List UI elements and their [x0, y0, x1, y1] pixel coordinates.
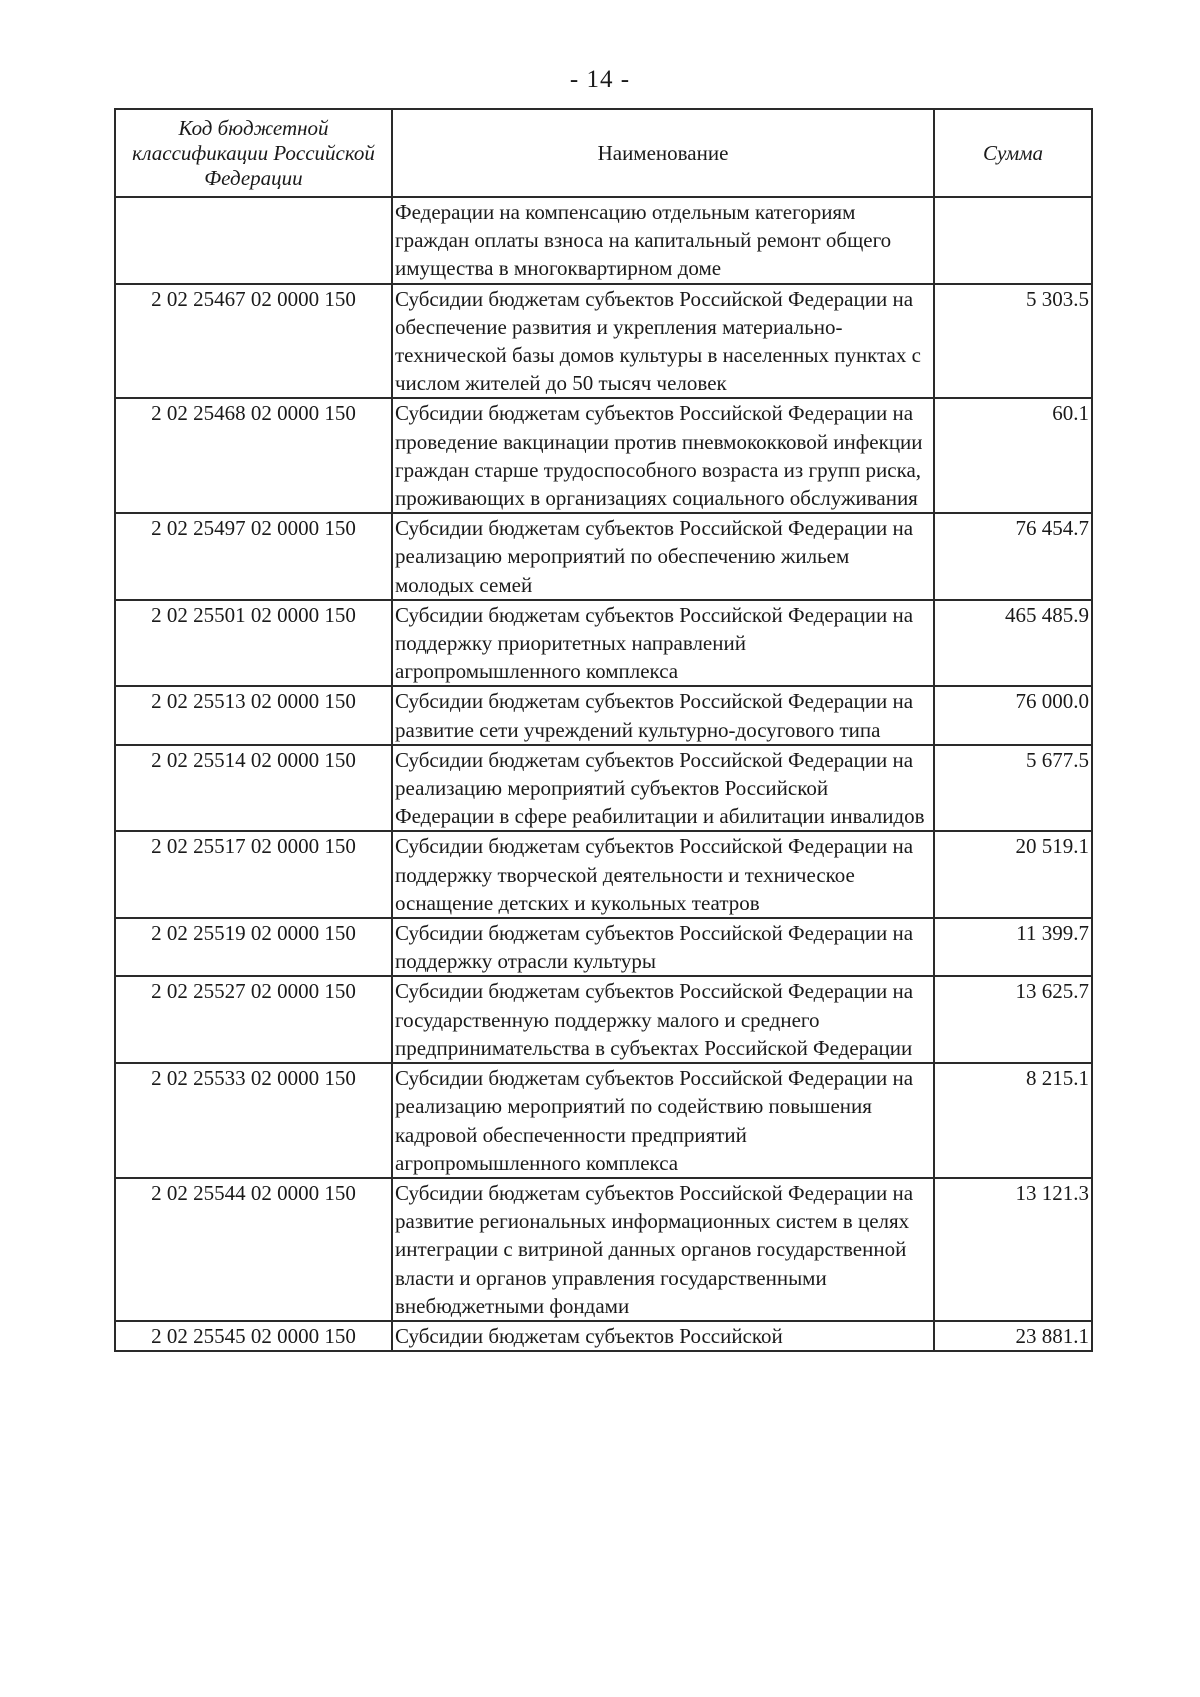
- row-name: Субсидии бюджетам субъектов Российской Федерации на реализацию мероприятий по обеспечению жильем молодых семей: [392, 513, 934, 600]
- row-code: 2 02 25501 02 0000 150: [115, 600, 392, 687]
- page-number: - 14 -: [569, 66, 631, 93]
- row-sum: 8 215.1: [934, 1063, 1092, 1178]
- table-row: [115, 1063, 1092, 1178]
- row-sum: 13 121.3: [934, 1178, 1092, 1321]
- table-row: [115, 1321, 1092, 1351]
- row-code: 2 02 25527 02 0000 150: [115, 976, 392, 1063]
- row-name: Субсидии бюджетам субъектов Российской Федерации на обеспечение развития и укрепления материально-технической базы домов культуры в населенных пунктах с числом жителей до 50 тысяч человек: [392, 284, 934, 399]
- row-sum: [934, 197, 1092, 284]
- row-sum: 11 399.7: [934, 918, 1092, 976]
- row-sum: 23 881.1: [934, 1321, 1092, 1351]
- table-row: [115, 197, 1092, 284]
- row-code: 2 02 25514 02 0000 150: [115, 745, 392, 832]
- table-row: [115, 918, 1092, 976]
- table-row: [115, 398, 1092, 513]
- table-row: [115, 976, 1092, 1063]
- row-name: Субсидии бюджетам субъектов Российской Федерации на поддержку творческой деятельности и техническое оснащение детских и кукольных театров: [392, 831, 934, 918]
- row-name: Субсидии бюджетам субъектов Российской Федерации на реализацию мероприятий субъектов Российской Федерации в сфере реабилитации и абилитации инвалидов: [392, 745, 934, 832]
- table-row: [115, 1178, 1092, 1321]
- row-sum: 465 485.9: [934, 600, 1092, 687]
- row-name: Субсидии бюджетам субъектов Российской Федерации на проведение вакцинации против пневмококковой инфекции граждан старше трудоспособного возраста из групп риска, проживающих в организациях социального обслуживания: [392, 398, 934, 513]
- row-code: 2 02 25468 02 0000 150: [115, 398, 392, 513]
- row-sum: 20 519.1: [934, 831, 1092, 918]
- row-sum: 76 000.0: [934, 686, 1092, 744]
- row-name: Субсидии бюджетам субъектов Российской Федерации на развитие сети учреждений культурно-досугового типа: [392, 686, 934, 744]
- row-name: Субсидии бюджетам субъектов Российской: [392, 1321, 934, 1351]
- row-code: 2 02 25467 02 0000 150: [115, 284, 392, 399]
- row-code: 2 02 25544 02 0000 150: [115, 1178, 392, 1321]
- table-row: [115, 831, 1092, 918]
- budget-table: [114, 108, 1093, 1352]
- row-name: Субсидии бюджетам субъектов Российской Федерации на реализацию мероприятий по содействию повышения кадровой обеспеченности предприятий агропромышленного комплекса: [392, 1063, 934, 1178]
- row-name: Субсидии бюджетам субъектов Российской Федерации на поддержку приоритетных направлений агропромышленного комплекса: [392, 600, 934, 687]
- table-header-row: [115, 109, 1092, 197]
- header-name: Наименование: [392, 109, 934, 197]
- row-sum: 5 677.5: [934, 745, 1092, 832]
- table-row: [115, 513, 1092, 600]
- header-code: Код бюджетной классификации Российской Федерации: [115, 109, 392, 197]
- table-row: [115, 600, 1092, 687]
- row-code: 2 02 25517 02 0000 150: [115, 831, 392, 918]
- row-code: 2 02 25519 02 0000 150: [115, 918, 392, 976]
- row-name: Субсидии бюджетам субъектов Российской Федерации на государственную поддержку малого и среднего предпринимательства в субъектах Российской Федерации: [392, 976, 934, 1063]
- table-row: [115, 686, 1092, 744]
- row-sum: 13 625.7: [934, 976, 1092, 1063]
- row-sum: 60.1: [934, 398, 1092, 513]
- header-sum: Сумма: [934, 109, 1092, 197]
- row-code: 2 02 25497 02 0000 150: [115, 513, 392, 600]
- row-code: [115, 197, 392, 284]
- row-name: Субсидии бюджетам субъектов Российской Федерации на развитие региональных информационных систем в целях интеграции с витриной данных органов государственной власти и органов управления государственными внебюджетными фондами: [392, 1178, 934, 1321]
- row-name: Субсидии бюджетам субъектов Российской Федерации на поддержку отрасли культуры: [392, 918, 934, 976]
- row-code: 2 02 25545 02 0000 150: [115, 1321, 392, 1351]
- table-row: [115, 284, 1092, 399]
- row-sum: 5 303.5: [934, 284, 1092, 399]
- table-row: [115, 745, 1092, 832]
- row-name: Федерации на компенсацию отдельным категориям граждан оплаты взноса на капитальный ремонт общего имущества в многоквартирном доме: [392, 197, 934, 284]
- row-sum: 76 454.7: [934, 513, 1092, 600]
- row-code: 2 02 25513 02 0000 150: [115, 686, 392, 744]
- row-code: 2 02 25533 02 0000 150: [115, 1063, 392, 1178]
